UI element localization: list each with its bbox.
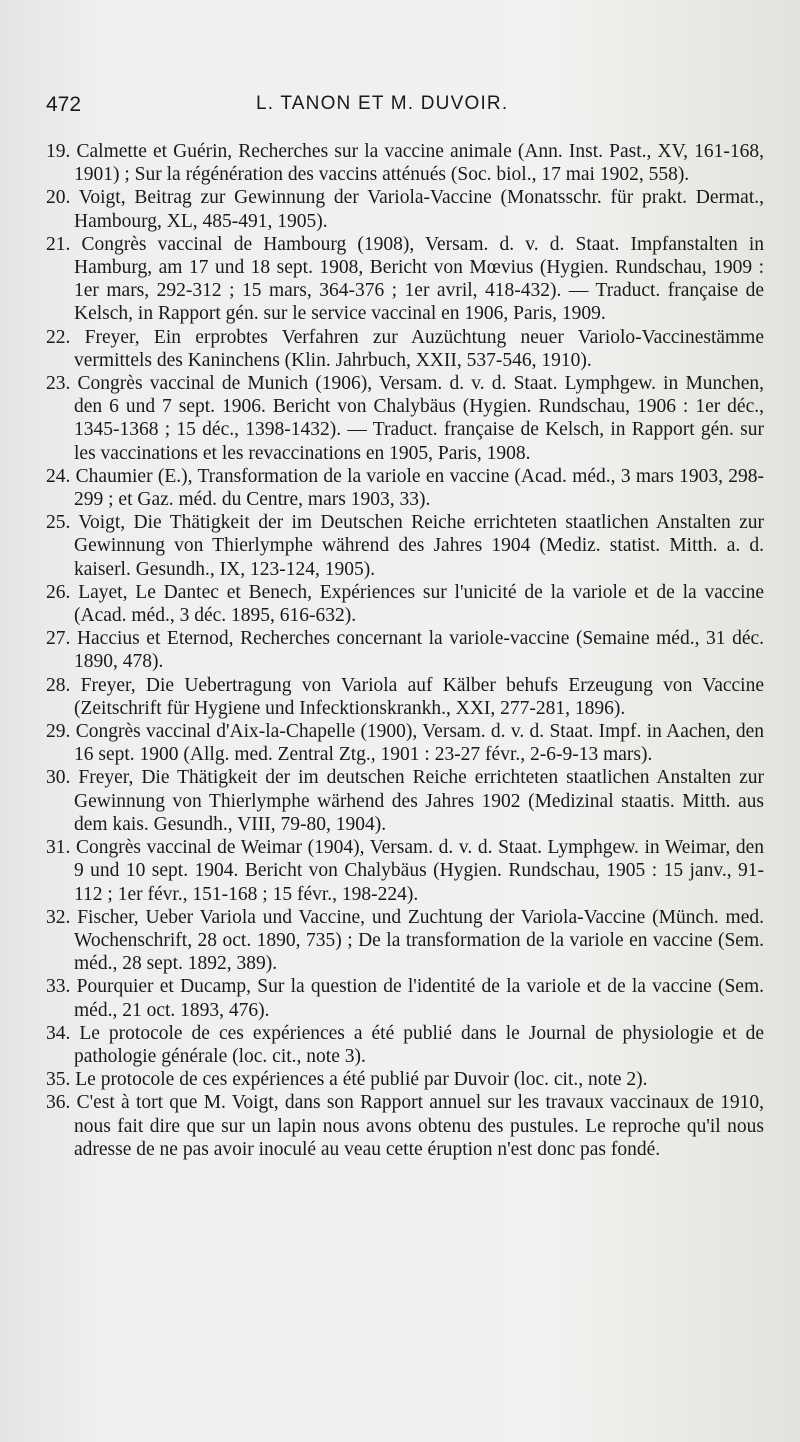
reference-item <box>46 465 764 511</box>
reference-number: 25. <box>46 512 71 534</box>
reference-number: 33. <box>46 976 71 998</box>
reference-number: 29. <box>46 721 71 743</box>
reference-item <box>46 511 764 581</box>
reference-text: Freyer, Ein erprobtes Verfahren zur Auzüchtung neuer Variolo-Vaccinestämme vermittels des Kaninchens (Klin. Jahrbuch, XXII, 537-546, 1910). <box>74 326 765 371</box>
reference-text: Congrès vaccinal d'Aix-la-Chapelle (1900), Versam. d. v. d. Staat. Impf. in Aachen, den 16 sept. 1900 (Allg. med. Zentral Ztg., 1901 : 23-27 févr., 2-6-9-13 mars). <box>74 721 764 766</box>
reference-number: 34. <box>46 1022 71 1044</box>
reference-text: Pourquier et Ducamp, Sur la question de l'identité de la variole et de la vaccine (Sem. méd., 21 oct. 1893, 476). <box>74 976 764 1021</box>
reference-text: Freyer, Die Uebertragung von Variola auf Kälber behufs Erzeugung von Vaccine (Zeitschrift für Hygiene und Infecktionskrankh., XXI, 277-281, 1896). <box>74 674 764 719</box>
reference-item <box>46 581 764 627</box>
reference-item <box>46 1068 764 1091</box>
reference-text: Freyer, Die Thätigkeit der im deutschen Reiche errichteten staatlichen Anstalten zur Gewinnung von Thierlymphe wärhend des Jahres 1902 (Medizinal staatis. Mitth. aus dem kais. Gesundh., VIII, 79-80, 1904). <box>74 767 764 835</box>
reference-item <box>46 233 764 326</box>
reference-number: 24. <box>46 465 71 487</box>
reference-number: 20. <box>46 187 71 209</box>
reference-text: Layet, Le Dantec et Benech, Expériences sur l'unicité de la variole et de la vaccine (Acad. méd., 3 déc. 1895, 616-632). <box>74 581 765 627</box>
reference-number: 36. <box>46 1092 71 1114</box>
reference-text: Congrès vaccinal de Weimar (1904), Versam. d. v. d. Staat. Lymphgew. in Weimar, den 9 und 10 sept. 1904. Bericht von Chalybäus (Hygien. Rundschau, 1905 : 15 janv., 91-112 ; 1er févr., 151-168 ; 15 févr., 198-224). <box>74 837 764 905</box>
reference-text: Congrès vaccinal de Hambourg (1908), Versam. d. v. d. Staat. Impfanstalten in Hamburg, am 17 und 18 sept. 1908, Bericht von Mœvius (Hygien. Rundschau, 1909 : 1er mars, 292-312 ; 15 mars, 364-376 ; 1er avril, 418-432). — Traduct. française de Kelsch, in Rapport gén. sur le service vaccinal en 1906, Paris, 1909. <box>74 233 764 325</box>
reference-text: Le protocole de ces expériences a été publié dans le Journal de physiologie et de pathologie générale (loc. cit., note 3). <box>74 1022 765 1067</box>
reference-text: Fischer, Ueber Variola und Vaccine, und Zuchtung der Variola-Vaccine (Münch. med. Wochenschrift, 28 oct. 1890, 735) ; De la transformation de la variole en vaccine (Sem. méd., 28 sept. 1892, 389). <box>74 906 764 975</box>
reference-number: 27. <box>46 628 71 650</box>
reference-text: C'est à tort que M. Voigt, dans son Rapport annuel sur les travaux vaccinaux de 1910, nous fait dire que sur un lapin nous avons obtenu des pustules. Le reproche qu'il nous adresse de ne pas avoir inoculé au veau cette éruption n'est donc pas fondé. <box>74 1092 764 1160</box>
reference-item <box>46 720 764 766</box>
reference-text: Haccius et Eternod, Recherches concernant la variole-vaccine (Semaine méd., 31 déc. 1890, 478). <box>74 628 765 673</box>
reference-item <box>46 906 764 976</box>
reference-number: 30. <box>46 767 71 789</box>
reference-item <box>46 372 764 465</box>
reference-list <box>46 140 764 1161</box>
reference-number: 23. <box>46 373 71 395</box>
reference-number: 32. <box>46 906 71 928</box>
reference-text: Congrès vaccinal de Munich (1906), Versam. d. v. d. Staat. Lymphgew. in Munchen, den 6 und 7 sept. 1906. Bericht von Chalybäus (Hygien. Rundschau, 1906 : 1er déc., 1345-1368 ; 15 déc., 1398-1432). — Traduct. française de Kelsch, in Rapport gén. sur les vaccinations et les revaccinations en 1905, Paris, 1908. <box>74 373 764 464</box>
reference-text: Voigt, Beitrag zur Gewinnung der Variola-Vaccine (Monatsschr. für prakt. Dermat., Hambourg, XL, 485-491, 1905). <box>74 187 764 232</box>
reference-item <box>46 140 764 186</box>
running-head: L. TANON ET M. DUVOIR. <box>256 93 509 114</box>
reference-item <box>46 975 764 1021</box>
reference-number: 31. <box>46 837 71 859</box>
reference-item <box>46 1022 764 1068</box>
reference-item <box>46 627 764 673</box>
reference-number: 35. <box>46 1069 71 1091</box>
reference-item <box>46 836 764 906</box>
page-header <box>46 93 760 123</box>
reference-text: Le protocole de ces expériences a été publié par Duvoir (loc. cit., note 2). <box>75 1069 648 1091</box>
reference-number: 28. <box>46 674 71 696</box>
reference-text: Chaumier (E.), Transformation de la variole en vaccine (Acad. méd., 3 mars 1903, 298-299 ; et Gaz. méd. du Centre, mars 1903, 33). <box>74 465 764 511</box>
reference-text: Voigt, Die Thätigkeit der im Deutschen Reiche errichteten staatlichen Anstalten zur Gewinnung von Thierlymphe während des Jahres 1904 (Mediz. statist. Mitth. a. d. kaiserl. Gesundh., IX, 123-124, 1905). <box>74 512 764 580</box>
reference-text: Calmette et Guérin, Recherches sur la vaccine animale (Ann. Inst. Past., XV, 161-168, 1901) ; Sur la régénération des vaccins atténués (Soc. biol., 17 mai 1902, 558). <box>74 141 764 186</box>
reference-number: 22. <box>46 326 71 348</box>
reference-number: 19. <box>46 141 71 162</box>
reference-number: 21. <box>46 233 71 255</box>
reference-item <box>46 674 764 720</box>
reference-number: 26. <box>46 581 71 603</box>
reference-item <box>46 1091 764 1161</box>
page-number: 472 <box>46 93 82 116</box>
reference-item <box>46 326 764 372</box>
reference-item <box>46 186 764 232</box>
reference-item <box>46 766 764 836</box>
